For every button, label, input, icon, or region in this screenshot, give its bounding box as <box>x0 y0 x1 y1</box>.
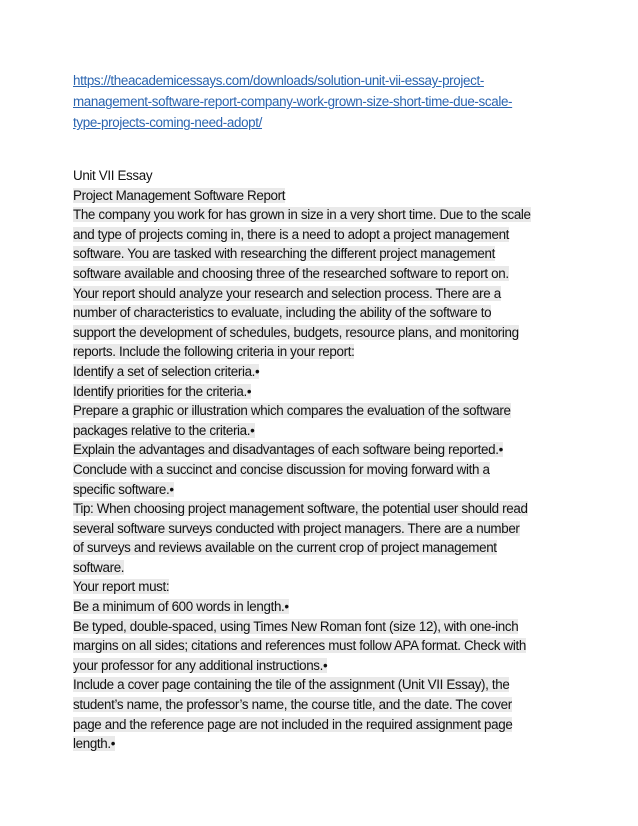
text-line <box>73 421 573 441</box>
text-line <box>73 166 573 186</box>
text-line <box>73 577 573 597</box>
text-line-content: packages relative to the criteria.• <box>73 422 255 438</box>
text-line-content: your professor for any additional instructions.• <box>73 657 328 673</box>
text-line <box>73 656 573 676</box>
text-line-content: Be typed, double-spaced, using Times New Roman font (size 12), with one-inch <box>73 618 519 634</box>
text-line <box>73 519 573 539</box>
text-line-content: reports. Include the following criteria in your report: <box>73 344 355 360</box>
text-line-content: margins on all sides; citations and references must follow APA format. Check with <box>73 638 526 654</box>
text-line-content: and type of projects coming in, there is a need to adopt a project management <box>73 226 510 242</box>
text-line <box>73 617 573 637</box>
text-line <box>73 460 573 480</box>
text-line <box>73 362 573 382</box>
text-line-content: Be a minimum of 600 words in length.• <box>73 599 289 615</box>
text-line-content: length.• <box>73 736 116 752</box>
source-link[interactable] <box>73 70 573 133</box>
text-line-content: Explain the advantages and disadvantages of each software being reported.• <box>73 442 503 458</box>
text-line <box>73 734 573 754</box>
text-line <box>73 323 573 343</box>
text-line-content: Include a cover page containing the tile of the assignment (Unit VII Essay), the <box>73 677 510 693</box>
essay-body <box>73 166 573 754</box>
text-line <box>73 225 573 245</box>
text-line <box>73 499 573 519</box>
text-line-content: Conclude with a succinct and concise discussion for moving forward with a <box>73 461 490 477</box>
text-line <box>73 597 573 617</box>
text-line <box>73 303 573 323</box>
text-line-content: support the development of schedules, budgets, resource plans, and monitoring <box>73 324 519 340</box>
text-line-content: software available and choosing three of the researched software to report on. <box>73 265 509 281</box>
text-line-content: Project Management Software Report <box>73 187 286 203</box>
text-line <box>73 205 573 225</box>
text-line-content: specific software.• <box>73 481 174 497</box>
text-line-content: of surveys and reviews available on the current crop of project management <box>73 540 497 556</box>
text-line <box>73 538 573 558</box>
source-link-line-3[interactable]: type-projects-coming-need-adopt/ <box>73 115 263 130</box>
text-line-content: page and the reference page are not included in the required assignment page <box>73 716 513 732</box>
spacer <box>73 133 573 166</box>
text-line-content: student’s name, the professor’s name, the course title, and the date. The cover <box>73 697 512 713</box>
text-line-content: software. You are tasked with researching the different project management <box>73 246 495 262</box>
text-line-content: The company you work for has grown in size in a very short time. Due to the scale <box>73 207 531 223</box>
text-line <box>73 342 573 362</box>
text-line <box>73 244 573 264</box>
text-line-content: Tip: When choosing project management software, the potential user should read <box>73 501 528 517</box>
text-line-content: several software surveys conducted with project managers. There are a number <box>73 520 520 536</box>
text-line <box>73 558 573 578</box>
text-line <box>73 382 573 402</box>
document-page <box>73 70 573 754</box>
text-line-content: number of characteristics to evaluate, including the ability of the software to <box>73 305 492 321</box>
text-line <box>73 284 573 304</box>
text-line-content: Unit VII Essay <box>73 168 153 183</box>
text-line-content: software. <box>73 559 125 575</box>
source-link-line-1[interactable]: https://theacademicessays.com/downloads/solution-unit-vii-essay-project- <box>73 73 484 88</box>
text-line-content: Your report should analyze your research and selection process. There are a <box>73 285 501 301</box>
text-line <box>73 695 573 715</box>
text-line <box>73 186 573 206</box>
text-line <box>73 264 573 284</box>
text-line <box>73 440 573 460</box>
text-line <box>73 401 573 421</box>
text-line <box>73 480 573 500</box>
text-line <box>73 675 573 695</box>
text-line-content: Identify a set of selection criteria.• <box>73 363 260 379</box>
text-line-content: Identify priorities for the criteria.• <box>73 383 252 399</box>
text-line-content: Prepare a graphic or illustration which compares the evaluation of the software <box>73 403 511 419</box>
text-line <box>73 636 573 656</box>
text-line <box>73 715 573 735</box>
text-line-content: Your report must: <box>73 579 170 595</box>
source-link-line-2[interactable]: management-software-report-company-work-grown-size-short-time-due-scale- <box>73 94 513 109</box>
